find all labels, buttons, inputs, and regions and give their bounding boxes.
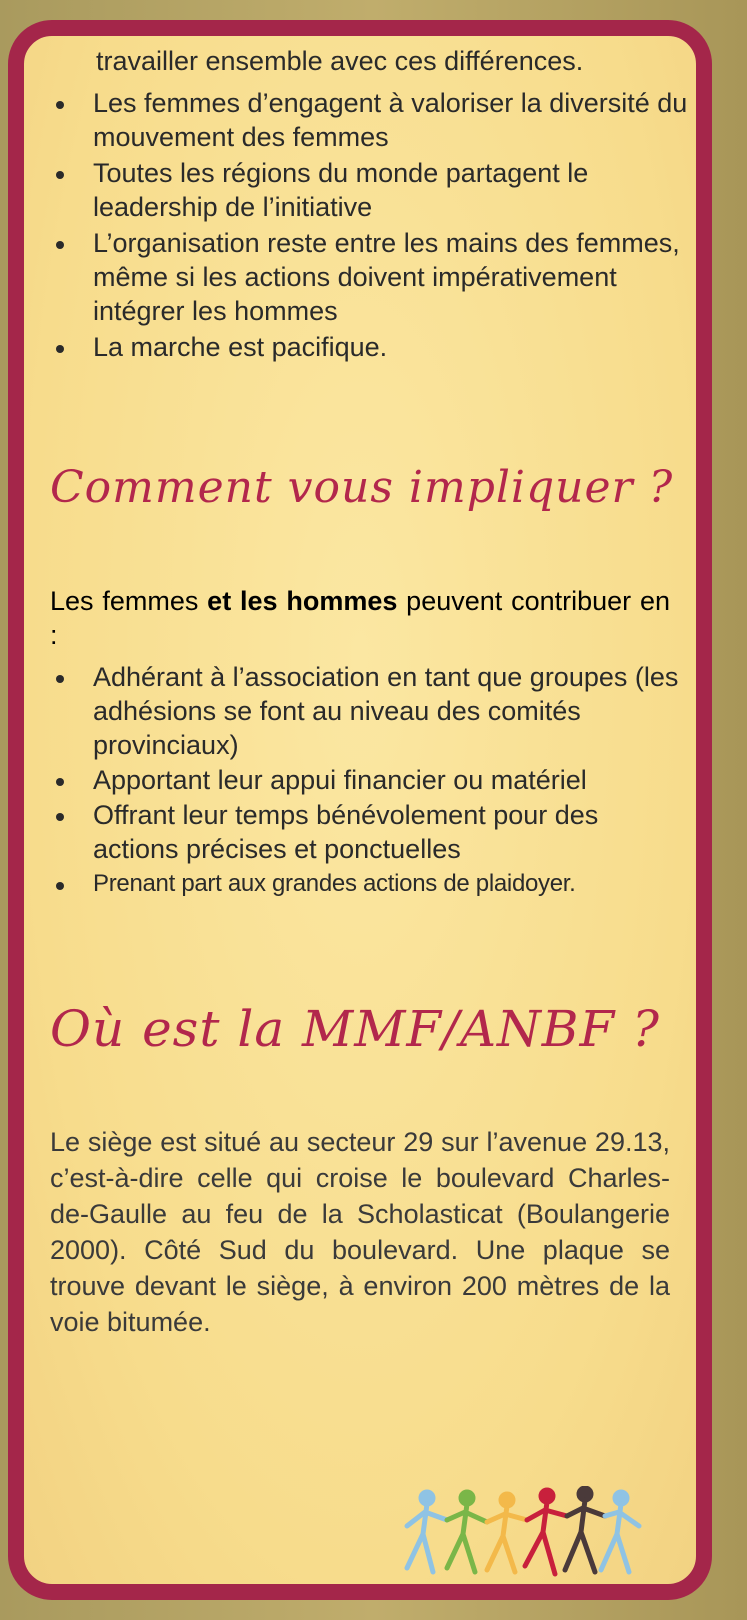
list-item: Apportant leur appui financier ou matériel	[50, 763, 690, 797]
list-item: Adhérant à l’association en tant que groupes (les adhésions se font au niveau des comités provinciaux)	[50, 660, 690, 762]
involvement-list	[50, 660, 690, 902]
list-item: La marche est pacifique.	[50, 330, 690, 364]
dancer-figure	[487, 1494, 527, 1572]
list-item: Prenant part aux grandes actions de plaidoyer.	[50, 867, 690, 901]
continuation-text: travailler ensemble avec ces différences.	[96, 46, 584, 76]
dancer-figure	[601, 1492, 639, 1572]
principles-list	[50, 86, 690, 366]
section-heading-location: Où est la MMF/ANBF ?	[50, 1000, 660, 1058]
intro-text-start: Les femmes	[50, 586, 208, 616]
intro-text-bold: et les hommes	[207, 586, 398, 616]
intro-text-end: peuvent contribuer en :	[50, 586, 670, 650]
section-heading-involvement: Comment vous impliquer ?	[50, 462, 674, 513]
involvement-intro	[50, 584, 670, 652]
list-item: Les femmes d’engagent à valoriser la diversité du mouvement des femmes	[50, 86, 690, 154]
dancer-figure	[525, 1490, 567, 1574]
list-item: Offrant leur temps bénévolement pour des actions précises et ponctuelles	[50, 798, 690, 866]
dancing-figures-icon	[395, 1486, 655, 1586]
dancer-figure	[447, 1492, 487, 1572]
location-paragraph: Le siège est situé au secteur 29 sur l’avenue 29.13, c’est-à-dire celle qui croise le boulevard Charles-de-Gaulle au feu de la Scholasticat (Boulangerie 2000). Côté Sud du boulevard. Une plaque se trouve devant le siège, à environ 200 mètres de la voie bitumée.	[50, 1127, 670, 1337]
list-item: Toutes les régions du monde partagent le leadership de l’initiative	[50, 156, 690, 224]
list-item: L’organisation reste entre les mains des femmes, même si les actions doivent impérativement intégrer les hommes	[50, 226, 690, 328]
dancer-figure	[565, 1488, 605, 1572]
dancer-figure	[407, 1492, 447, 1572]
